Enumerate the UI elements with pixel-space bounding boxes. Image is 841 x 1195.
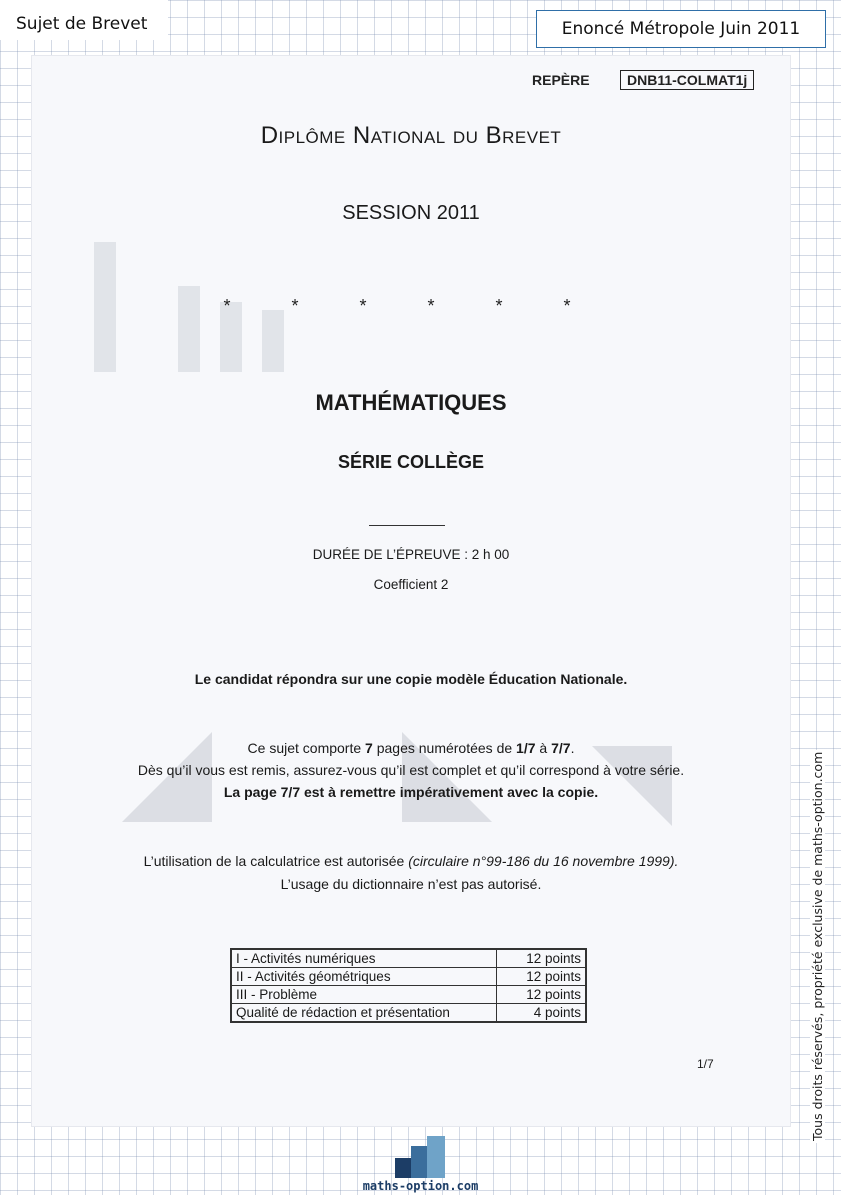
- table-row: [231, 986, 586, 1004]
- table-cell-points: 12 points: [497, 949, 587, 968]
- table-row: [231, 1004, 586, 1023]
- points-table: [230, 948, 587, 1023]
- table-cell-label: Qualité de rédaction et présentation: [231, 1004, 497, 1023]
- subject-title: MATHÉMATIQUES: [315, 390, 507, 415]
- table-cell-label: I - Activités numériques: [231, 949, 497, 968]
- coefficient-label: Coefficient 2: [373, 577, 449, 592]
- duration-label: DURÉE DE L’ÉPREUVE : 2 h 00: [312, 547, 510, 562]
- ghost-bar: [262, 310, 284, 372]
- page-number: 1/7: [697, 1057, 714, 1071]
- maths-option-logo-icon: [395, 1136, 447, 1180]
- pages-count-line: Ce sujet comporte 7 pages numérotées de 1/7 à 7/7.: [247, 740, 575, 756]
- check-series-line: Dès qu’il vous est remis, assurez-vous qu’il est complet et qu’il correspond à votre série.: [137, 762, 685, 778]
- table-cell-label: III - Problème: [231, 986, 497, 1004]
- copyright-sidebar: Tous droits réservés, propriété exclusive de maths-option.com: [810, 751, 825, 1141]
- table-row: [231, 968, 586, 986]
- table-row: [231, 949, 586, 968]
- table-cell-label: II - Activités géométriques: [231, 968, 497, 986]
- table-cell-points: 4 points: [497, 1004, 587, 1023]
- table-cell-points: 12 points: [497, 968, 587, 986]
- footer-logo-text[interactable]: maths-option.com: [362, 1179, 479, 1193]
- star-separator: * * * * * *: [223, 296, 599, 316]
- scanned-cover-page: [32, 56, 790, 1126]
- calculator-line: L’utilisation de la calculatrice est autorisée (circulaire n°99-186 du 16 novembre 1999).: [143, 853, 679, 869]
- page7-instruction: La page 7/7 est à remettre impérativement avec la copie.: [223, 784, 599, 800]
- dictionary-line: L’usage du dictionnaire n’est pas autorisé.: [280, 876, 542, 892]
- repere-label: REPÈRE: [532, 72, 590, 88]
- divider: [369, 525, 445, 526]
- serie-label: SÉRIE COLLÈGE: [337, 452, 485, 472]
- exam-title: Diplôme National du Brevet: [260, 122, 562, 149]
- candidate-instruction: Le candidat répondra sur une copie modèle Éducation Nationale.: [194, 671, 628, 687]
- header-left-label: Sujet de Brevet: [0, 0, 168, 40]
- table-cell-points: 12 points: [497, 986, 587, 1004]
- header-right-label: Enoncé Métropole Juin 2011: [536, 10, 826, 48]
- session-label: SESSION 2011: [342, 202, 480, 224]
- repere-code: DNB11-COLMAT1j: [620, 70, 754, 90]
